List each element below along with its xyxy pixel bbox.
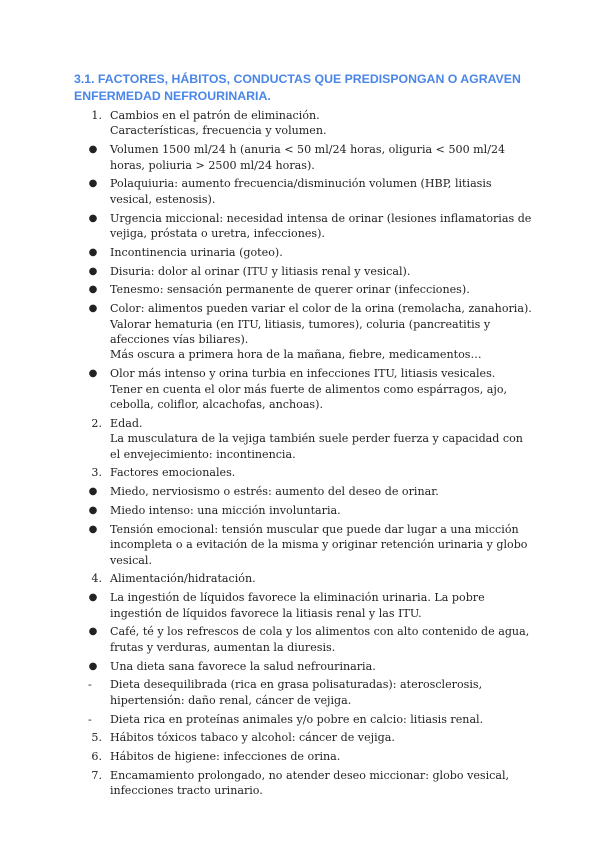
bullet-item bbox=[76, 484, 536, 499]
item-number: 5. bbox=[91, 731, 102, 745]
item-line: Edad. bbox=[110, 416, 143, 430]
item-text bbox=[110, 108, 536, 139]
bullet-marker: ● bbox=[88, 626, 98, 638]
item-line: Características, frecuencia y volumen. bbox=[110, 124, 327, 138]
item-text bbox=[110, 465, 536, 480]
item-line: Miedo, nerviosismo o estrés: aumento del deseo de orinar. bbox=[110, 485, 439, 499]
bullet-marker: ● bbox=[88, 660, 98, 672]
bullet-item bbox=[76, 176, 536, 207]
item-number: 1. bbox=[91, 109, 102, 122]
dash-item bbox=[76, 712, 536, 727]
numbered-item bbox=[76, 730, 536, 745]
item-line: Alimentación/hidratación. bbox=[110, 572, 256, 586]
item-text bbox=[110, 503, 536, 518]
item-line: Urgencia miccional: necesidad intensa de orinar (lesiones inflamatorias de vejiga, próstata o uretra, infecciones). bbox=[110, 211, 532, 241]
item-line: Dieta desequilibrada (rica en grasa polisaturadas): aterosclerosis, hipertensión: daño renal, cáncer de vejiga. bbox=[110, 678, 483, 707]
bullet-marker: ● bbox=[88, 505, 98, 517]
numbered-item bbox=[76, 571, 536, 586]
bullet-item bbox=[76, 245, 536, 260]
item-text bbox=[110, 282, 536, 297]
item-number: 6. bbox=[91, 750, 102, 764]
bullet-item bbox=[76, 211, 536, 242]
item-line: Hábitos de higiene: infecciones de orina. bbox=[110, 750, 341, 764]
item-line: Polaquiuria: aumento frecuencia/disminución volumen (HBP, litiasis vesical, estenosis). bbox=[110, 177, 492, 206]
bullet-marker: ● bbox=[88, 303, 98, 315]
item-text bbox=[110, 264, 536, 279]
item-text bbox=[110, 245, 536, 260]
item-text bbox=[110, 522, 536, 568]
bullet-marker: ● bbox=[88, 265, 98, 277]
item-text bbox=[110, 176, 536, 207]
item-text bbox=[110, 624, 536, 655]
numbered-item bbox=[76, 749, 536, 764]
item-line: Tenesmo: sensación permanente de querer orinar (infecciones). bbox=[110, 283, 470, 297]
bullet-marker: ● bbox=[88, 144, 98, 156]
item-line: Volumen 1500 ml/24 h (anuria < 50 ml/24 horas, oliguria < 500 ml/24 horas, poliuria > 2500 ml/24 horas). bbox=[110, 143, 506, 172]
numbered-item bbox=[76, 465, 536, 480]
item-line: Miedo intenso: una micción involuntaria. bbox=[110, 504, 341, 518]
dash-item bbox=[76, 677, 536, 708]
item-text bbox=[110, 768, 536, 799]
bullet-item bbox=[76, 522, 536, 568]
bullet-marker: ● bbox=[88, 523, 98, 535]
bullet-marker: ● bbox=[88, 368, 98, 380]
bullet-item bbox=[76, 142, 536, 173]
bullet-marker: ● bbox=[88, 212, 98, 224]
item-number: 3. bbox=[91, 466, 102, 480]
item-text bbox=[110, 749, 536, 764]
item-text bbox=[110, 366, 536, 412]
bullet-item bbox=[76, 282, 536, 297]
item-line: Olor más intenso y orina turbia en infecciones ITU, litiasis vesicales. bbox=[110, 367, 496, 381]
item-line: Una dieta sana favorece la salud nefrourinaria. bbox=[110, 659, 376, 673]
item-line: La musculatura de la vejiga también suele perder fuerza y capacidad con el envejecimiento: incontinencia. bbox=[110, 432, 523, 461]
item-number: 4. bbox=[91, 572, 102, 586]
item-text bbox=[110, 484, 536, 499]
bullet-marker: ● bbox=[88, 284, 98, 296]
numbered-item bbox=[76, 108, 536, 139]
item-text bbox=[110, 416, 536, 462]
item-number: 2. bbox=[91, 416, 102, 430]
item-text bbox=[110, 712, 536, 727]
numbered-item bbox=[76, 416, 536, 462]
item-line: Tensión emocional: tensión muscular que puede dar lugar a una micción incompleta o a evitación de la misma y originar retención urinaria y globo vesical. bbox=[110, 522, 528, 567]
item-line: Valorar hematuria (en ITU, litiasis, tumores), coluria (pancreatitis y afecciones vías biliares). bbox=[110, 317, 491, 347]
item-text bbox=[110, 301, 536, 363]
item-line: La ingestión de líquidos favorece la eliminación urinaria. La pobre ingestión de líquidos favorece la litiasis renal y las ITU. bbox=[110, 591, 485, 620]
section-heading: 3.1. FACTORES, HÁBITOS, CONDUCTAS QUE PREDISPONGAN O AGRAVEN ENFERMEDAD NEFROURINARIA. bbox=[74, 72, 521, 103]
bullet-marker: ● bbox=[88, 486, 98, 498]
dash-marker: - bbox=[88, 712, 92, 726]
bullet-marker: ● bbox=[88, 592, 98, 604]
item-line: Café, té y los refrescos de cola y los alimentos con alto contenido de agua, frutas y verduras, aumentan la diuresis. bbox=[110, 625, 530, 654]
bullet-item bbox=[76, 503, 536, 518]
factors-list bbox=[76, 108, 536, 802]
bullet-item bbox=[76, 590, 536, 621]
bullet-item bbox=[76, 301, 536, 363]
item-line: Más oscura a primera hora de la mañana, fiebre, medicamentos… bbox=[110, 348, 482, 362]
item-line: Factores emocionales. bbox=[110, 466, 236, 480]
bullet-marker: ● bbox=[88, 178, 98, 190]
bullet-marker: ● bbox=[88, 246, 98, 258]
item-text bbox=[110, 142, 536, 173]
bullet-item bbox=[76, 366, 536, 412]
item-text bbox=[110, 590, 536, 621]
item-line: Cambios en el patrón de eliminación. bbox=[110, 109, 320, 122]
bullet-item bbox=[76, 659, 536, 674]
item-line: Color: alimentos pueden variar el color de la orina (remolacha, zanahoria). bbox=[110, 302, 532, 316]
item-line: Encamamiento prolongado, no atender deseo miccionar: globo vesical, infecciones tracto urinario. bbox=[110, 769, 510, 798]
item-number: 7. bbox=[91, 769, 102, 783]
item-line: Dieta rica en proteínas animales y/o pobre en calcio: litiasis renal. bbox=[110, 712, 484, 726]
item-text bbox=[110, 659, 536, 674]
item-text bbox=[110, 571, 536, 586]
item-line: Disuria: dolor al orinar (ITU y litiasis renal y vesical). bbox=[110, 264, 411, 278]
numbered-item bbox=[76, 768, 536, 799]
item-line: Tener en cuenta el olor más fuerte de alimentos como espárragos, ajo, cebolla, coliflor, alcachofas, anchoas). bbox=[110, 382, 508, 412]
item-text bbox=[110, 730, 536, 745]
item-line: Hábitos tóxicos tabaco y alcohol: cáncer de vejiga. bbox=[110, 731, 395, 745]
dash-marker: - bbox=[88, 678, 92, 692]
bullet-item bbox=[76, 624, 536, 655]
item-line: Incontinencia urinaria (goteo). bbox=[110, 245, 283, 259]
item-text bbox=[110, 211, 536, 242]
bullet-item bbox=[76, 264, 536, 279]
item-text bbox=[110, 677, 536, 708]
